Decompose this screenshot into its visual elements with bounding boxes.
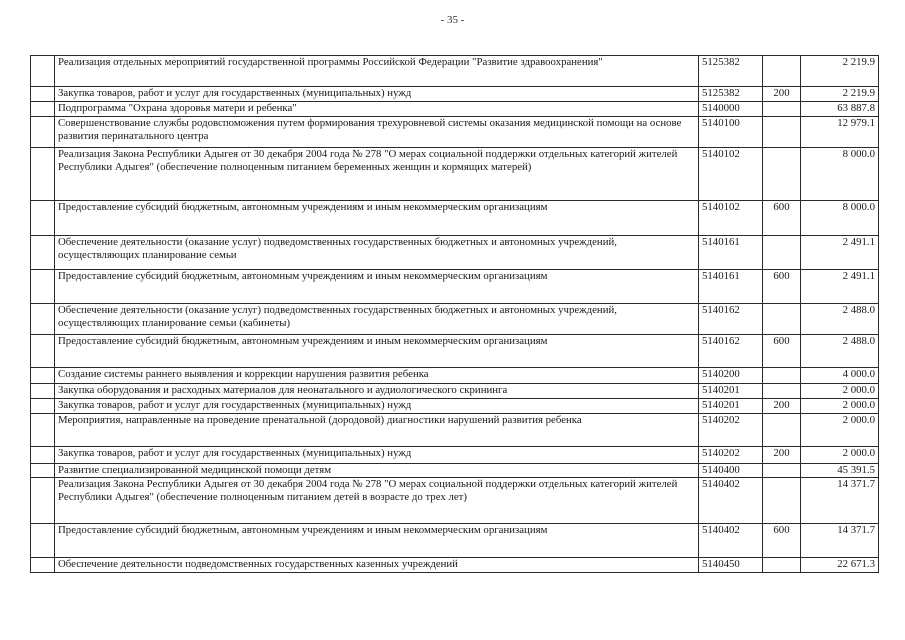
expense-type bbox=[763, 558, 801, 573]
expense-type: 600 bbox=[763, 270, 801, 304]
item-code: 5140450 bbox=[699, 558, 763, 573]
amount: 2 219.9 bbox=[801, 87, 879, 102]
expense-type bbox=[763, 478, 801, 524]
amount: 63 887.8 bbox=[801, 102, 879, 117]
blank-cell bbox=[31, 447, 55, 464]
item-code: 5125382 bbox=[699, 87, 763, 102]
table-row bbox=[31, 102, 879, 117]
table-row bbox=[31, 236, 879, 270]
amount: 2 000.0 bbox=[801, 447, 879, 464]
item-code: 5140402 bbox=[699, 524, 763, 558]
blank-cell bbox=[31, 201, 55, 236]
item-name: Обеспечение деятельности подведомственных государственных казенных учреждений bbox=[55, 558, 699, 573]
amount: 8 000.0 bbox=[801, 201, 879, 236]
amount: 8 000.0 bbox=[801, 148, 879, 201]
expense-type bbox=[763, 148, 801, 201]
blank-cell bbox=[31, 384, 55, 399]
table-row bbox=[31, 117, 879, 148]
item-code: 5140402 bbox=[699, 478, 763, 524]
table-row bbox=[31, 148, 879, 201]
item-code: 5140102 bbox=[699, 201, 763, 236]
blank-cell bbox=[31, 102, 55, 117]
blank-cell bbox=[31, 558, 55, 573]
expense-type bbox=[763, 464, 801, 478]
table-row bbox=[31, 201, 879, 236]
table-row bbox=[31, 270, 879, 304]
table-row bbox=[31, 478, 879, 524]
expense-type: 600 bbox=[763, 335, 801, 368]
expense-type bbox=[763, 117, 801, 148]
amount: 2 000.0 bbox=[801, 414, 879, 447]
budget-table bbox=[30, 55, 879, 573]
item-code: 5140000 bbox=[699, 102, 763, 117]
amount: 45 391.5 bbox=[801, 464, 879, 478]
item-name: Предоставление субсидий бюджетным, автономным учреждениям и иным некоммерческим организациям bbox=[55, 335, 699, 368]
table-row bbox=[31, 447, 879, 464]
amount: 14 371.7 bbox=[801, 478, 879, 524]
blank-cell bbox=[31, 524, 55, 558]
table-row bbox=[31, 558, 879, 573]
item-name: Создание системы раннего выявления и коррекции нарушения развития ребенка bbox=[55, 368, 699, 384]
amount: 2 000.0 bbox=[801, 399, 879, 414]
expense-type: 200 bbox=[763, 447, 801, 464]
expense-type: 200 bbox=[763, 399, 801, 414]
expense-type: 600 bbox=[763, 524, 801, 558]
item-name: Предоставление субсидий бюджетным, автономным учреждениям и иным некоммерческим организациям bbox=[55, 524, 699, 558]
table-row bbox=[31, 368, 879, 384]
item-name: Обеспечение деятельности (оказание услуг) подведомственных государственных бюджетных и автономных учреждений, осуществляющих планирование семьи bbox=[55, 236, 699, 270]
item-name: Закупка оборудования и расходных материалов для неонатального и аудиологического скрининга bbox=[55, 384, 699, 399]
expense-type bbox=[763, 102, 801, 117]
blank-cell bbox=[31, 368, 55, 384]
item-name: Мероприятия, направленные на проведение пренатальной (дородовой) диагностики нарушений развития ребенка bbox=[55, 414, 699, 447]
item-name: Подпрограмма "Охрана здоровья матери и ребенка" bbox=[55, 102, 699, 117]
blank-cell bbox=[31, 478, 55, 524]
amount: 2 491.1 bbox=[801, 270, 879, 304]
item-name: Закупка товаров, работ и услуг для государственных (муниципальных) нужд bbox=[55, 87, 699, 102]
table-row bbox=[31, 304, 879, 335]
blank-cell bbox=[31, 399, 55, 414]
item-name: Закупка товаров, работ и услуг для государственных (муниципальных) нужд bbox=[55, 447, 699, 464]
table-row bbox=[31, 87, 879, 102]
blank-cell bbox=[31, 148, 55, 201]
table-row bbox=[31, 335, 879, 368]
table-row bbox=[31, 384, 879, 399]
item-name: Реализация отдельных мероприятий государственной программы Российской Федерации "Развитие здравоохранения" bbox=[55, 56, 699, 87]
item-code: 5140161 bbox=[699, 236, 763, 270]
blank-cell bbox=[31, 117, 55, 148]
item-name: Реализация Закона Республики Адыгея от 30 декабря 2004 года № 278 "О мерах социальной поддержки отдельных категорий жителей Республики Адыгея" (обеспечение полноценным питанием детей в возрасте до трех лет) bbox=[55, 478, 699, 524]
blank-cell bbox=[31, 414, 55, 447]
expense-type: 200 bbox=[763, 87, 801, 102]
blank-cell bbox=[31, 56, 55, 87]
item-code: 5125382 bbox=[699, 56, 763, 87]
expense-type: 600 bbox=[763, 201, 801, 236]
amount: 2 000.0 bbox=[801, 384, 879, 399]
blank-cell bbox=[31, 335, 55, 368]
item-code: 5140161 bbox=[699, 270, 763, 304]
expense-type bbox=[763, 56, 801, 87]
blank-cell bbox=[31, 87, 55, 102]
amount: 2 488.0 bbox=[801, 304, 879, 335]
item-name: Обеспечение деятельности (оказание услуг) подведомственных государственных бюджетных и автономных учреждений, осуществляющих планирование семьи (кабинеты) bbox=[55, 304, 699, 335]
item-name: Предоставление субсидий бюджетным, автономным учреждениям и иным некоммерческим организациям bbox=[55, 201, 699, 236]
item-code: 5140100 bbox=[699, 117, 763, 148]
expense-type bbox=[763, 236, 801, 270]
item-code: 5140200 bbox=[699, 368, 763, 384]
item-name: Совершенствование службы родовспоможения путем формирования трехуровневой системы оказания медицинской помощи на основе развития перинатального центра bbox=[55, 117, 699, 148]
amount: 4 000.0 bbox=[801, 368, 879, 384]
amount: 22 671.3 bbox=[801, 558, 879, 573]
item-code: 5140202 bbox=[699, 447, 763, 464]
expense-type bbox=[763, 304, 801, 335]
table-row bbox=[31, 56, 879, 87]
item-name: Предоставление субсидий бюджетным, автономным учреждениям и иным некоммерческим организациям bbox=[55, 270, 699, 304]
item-name: Развитие специализированной медицинской помощи детям bbox=[55, 464, 699, 478]
item-name: Реализация Закона Республики Адыгея от 30 декабря 2004 года № 278 "О мерах социальной поддержки отдельных категорий жителей Республики Адыгея" (обеспечение полноценным питанием беременных женщин и кормящих матерей) bbox=[55, 148, 699, 201]
amount: 2 491.1 bbox=[801, 236, 879, 270]
item-code: 5140102 bbox=[699, 148, 763, 201]
page-number: - 35 - bbox=[440, 14, 465, 26]
blank-cell bbox=[31, 270, 55, 304]
blank-cell bbox=[31, 464, 55, 478]
blank-cell bbox=[31, 236, 55, 270]
table-row bbox=[31, 414, 879, 447]
item-code: 5140201 bbox=[699, 384, 763, 399]
amount: 12 979.1 bbox=[801, 117, 879, 148]
expense-type bbox=[763, 368, 801, 384]
item-code: 5140400 bbox=[699, 464, 763, 478]
amount: 14 371.7 bbox=[801, 524, 879, 558]
item-name: Закупка товаров, работ и услуг для государственных (муниципальных) нужд bbox=[55, 399, 699, 414]
amount: 2 219.9 bbox=[801, 56, 879, 87]
expense-type bbox=[763, 384, 801, 399]
amount: 2 488.0 bbox=[801, 335, 879, 368]
item-code: 5140162 bbox=[699, 304, 763, 335]
table-row bbox=[31, 464, 879, 478]
table-row bbox=[31, 399, 879, 414]
blank-cell bbox=[31, 304, 55, 335]
item-code: 5140201 bbox=[699, 399, 763, 414]
table-row bbox=[31, 524, 879, 558]
item-code: 5140162 bbox=[699, 335, 763, 368]
item-code: 5140202 bbox=[699, 414, 763, 447]
expense-type bbox=[763, 414, 801, 447]
